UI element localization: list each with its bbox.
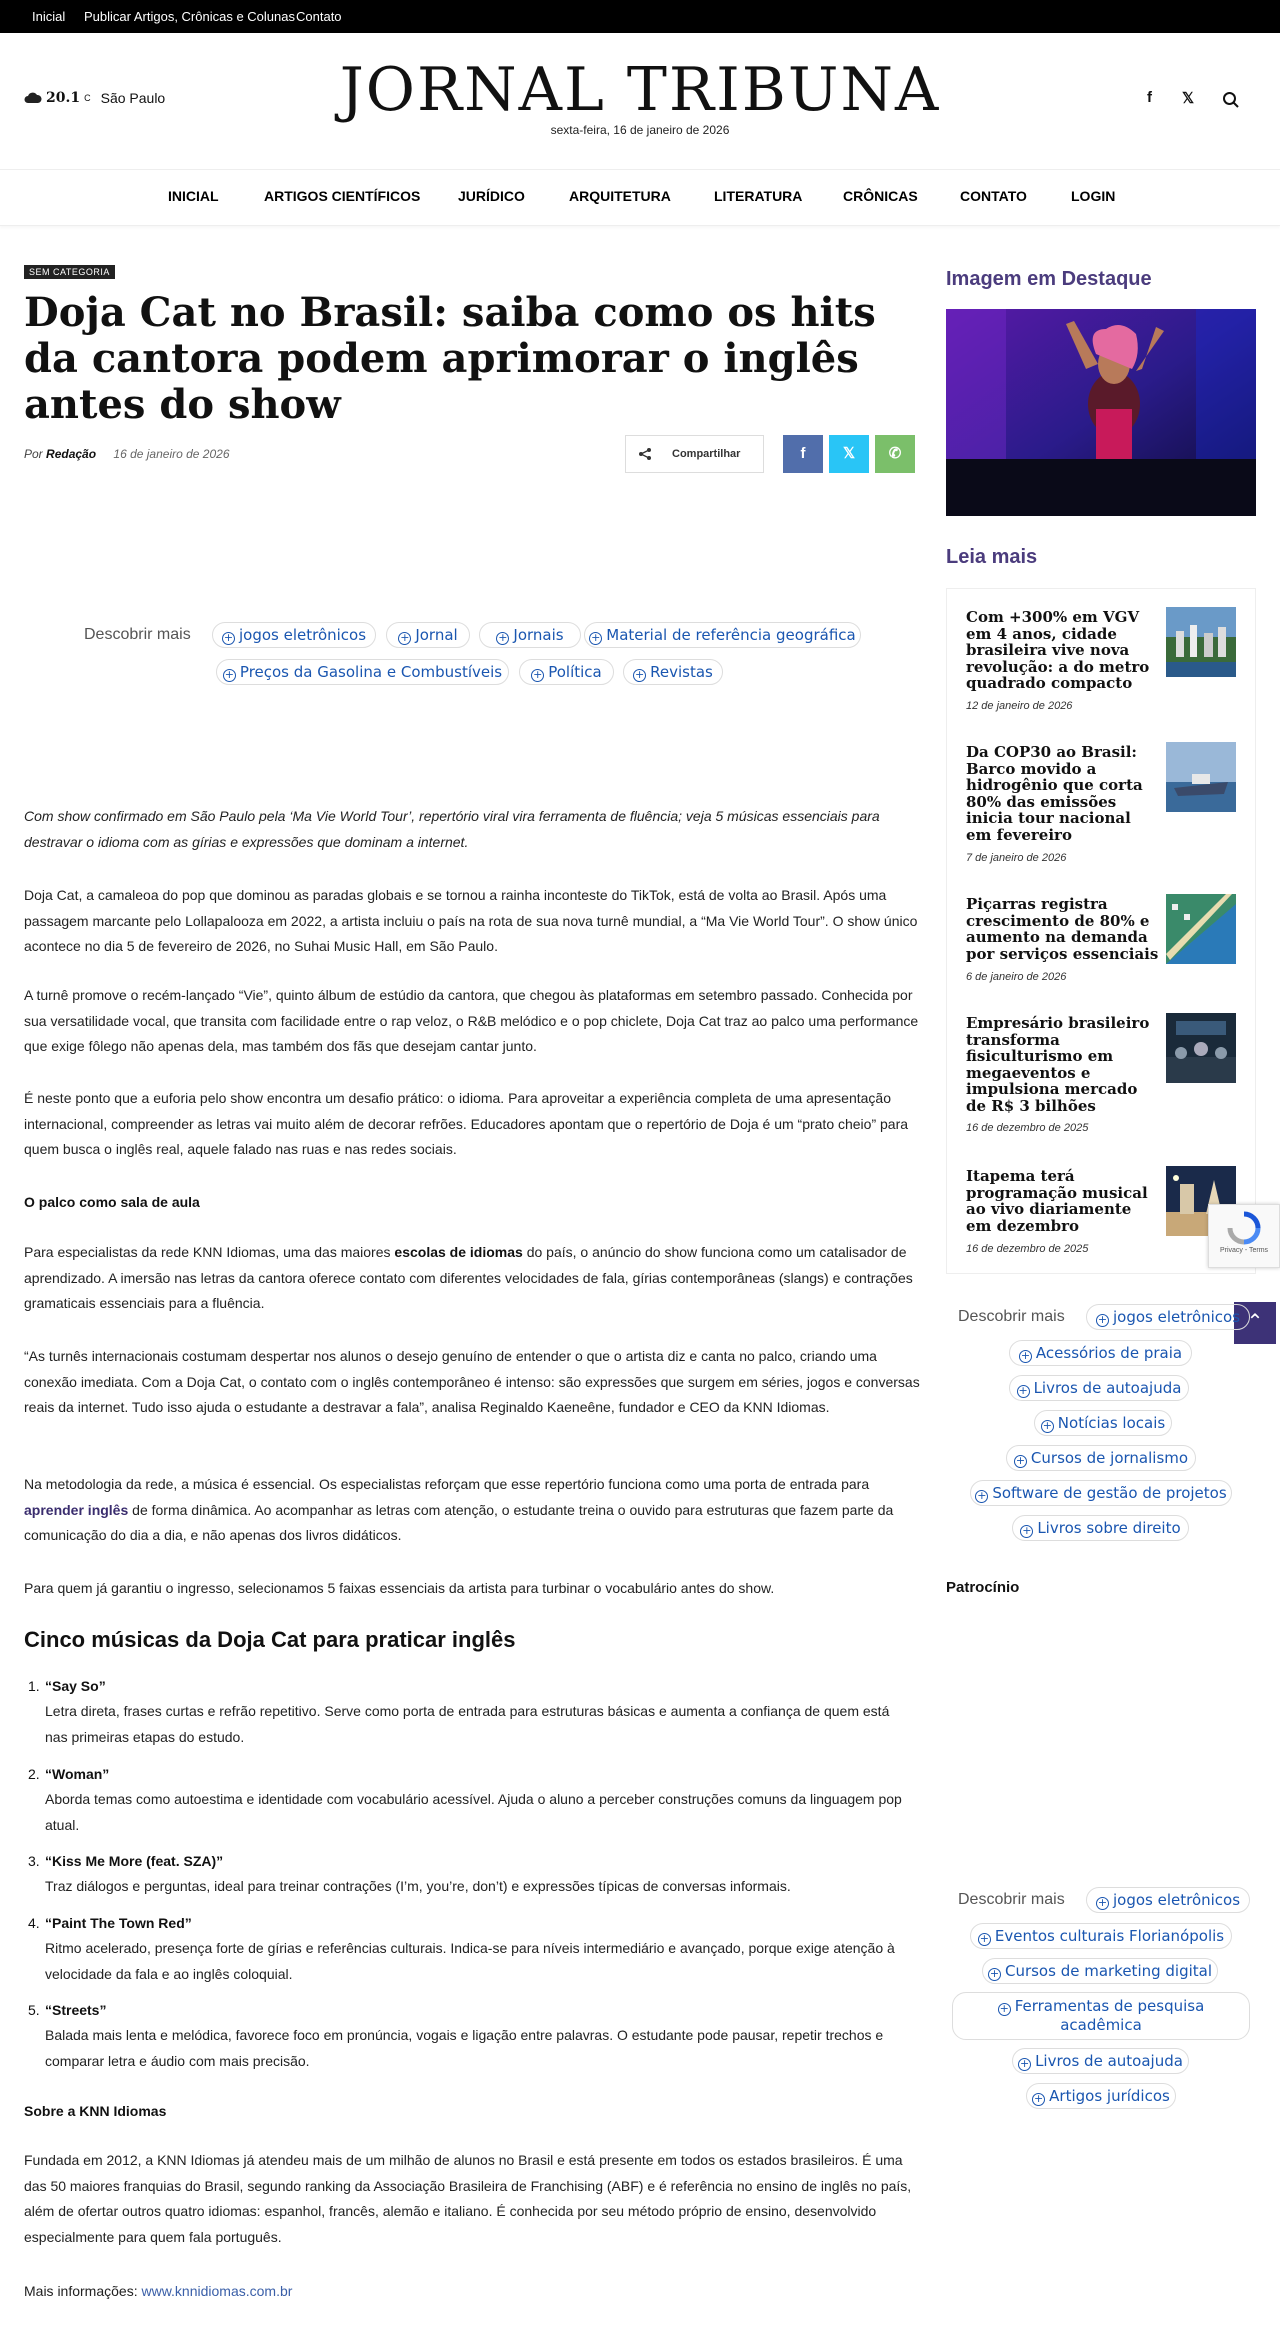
article-paragraph: Na metodologia da rede, a música é essencial. Os especialistas reforçam que esse repertório funciona como uma porta de entrada para aprender inglês de forma dinâmica. Ao acompanhar as letras com atenção, o estudante treina o ouvido para estruturas que fazem parte da comunicação do dia a dia, e não apenas dos livros didáticos. (24, 1476, 894, 1543)
topbar-link-publicar[interactable]: Publicar Artigos, Crônicas e Colunas (84, 9, 295, 24)
song-description: Letra direta, frases curtas e refrão repetitivo. Serve como porta de entrada para estruturas básicas e aumenta a confiança de quem está nas primeiras etapas do estudo. (45, 1703, 890, 1745)
discover-chip[interactable]: + Preços da Gasolina e Combustíveis (216, 659, 509, 685)
featured-heading: Imagem em Destaque (946, 268, 1152, 290)
discover-chip[interactable]: + jogos eletrônicos (1086, 1887, 1250, 1913)
article-paragraph: A turnê promove o recém-lançado “Vie”, quinto álbum de estúdio da cantora, que chegou às plataformas em setembro passado. Conhecida por sua versatilidade vocal, que transita com facilidade entre o rap veloz, o R&B melódico e o pop chiclete, Doja Cat traz ao palco uma performance que exige fôlego não apenas dela, mas também dos fãs que desejam cantar junto. (24, 987, 919, 1054)
link-aprender-ingles[interactable]: aprender inglês (24, 1501, 129, 1518)
article-paragraph: Para quem já garantiu o ingresso, selecionamos 5 faixas essenciais da artista para turbinar o vocabulário antes do show. (24, 1580, 775, 1596)
list-number: 5. (28, 2002, 40, 2018)
link-escolas-idiomas[interactable]: escolas de idiomas (394, 1244, 523, 1260)
header-date: sexta-feira, 16 de janeiro de 2026 (550, 123, 730, 137)
related-article-thumbnail[interactable] (1166, 607, 1236, 677)
nav-contato[interactable]: CONTATO (960, 188, 1027, 204)
discover-chip[interactable]: + Livros sobre direito (1012, 1515, 1189, 1541)
song-title: “Paint The Town Red” (45, 1915, 192, 1931)
article-date: 16 de janeiro de 2026 (113, 447, 230, 461)
related-article-thumbnail[interactable] (1166, 742, 1236, 812)
nav-literatura[interactable]: LITERATURA (714, 188, 803, 204)
song-description: Ritmo acelerado, presença forte de gírias e referências culturais. Indica-se para níveis intermediário e avançado, porque exige atenção à velocidade da fala e ao inglês coloquial. (45, 1940, 895, 1982)
by-label: Por (24, 447, 43, 461)
subheading: O palco como sala de aula (24, 1194, 200, 1210)
leia-mais-heading: Leia mais (946, 546, 1038, 568)
discover-chip[interactable]: + Jornais (479, 622, 581, 648)
share-icon (638, 447, 652, 461)
article-paragraph: “As turnês internacionais costumam despertar nos alunos o desejo genuíno de entender o que o artista diz e canta no palco, criando uma conexão imediata. Com a Doja Cat, o contato com o inglês contemporâneo é intenso: são expressões que surgem em séries, jogos e conversas reais da internet. Tudo isso ajuda o estudante a destravar a fala”, analisa Reginaldo Kaeneêne, fundador e CEO da KNN Idiomas. (24, 1348, 920, 1415)
discover-chip[interactable]: + jogos eletrônicos (212, 622, 376, 648)
discover-chip[interactable]: + Software de gestão de projetos (970, 1480, 1232, 1506)
nav-juridico[interactable]: JURÍDICO (458, 188, 525, 204)
nav-cronicas[interactable]: CRÔNICAS (843, 188, 918, 204)
song-title: “Streets” (45, 2002, 107, 2018)
related-article-thumbnail[interactable] (1166, 1013, 1236, 1083)
discover-chip[interactable]: + Acessórios de praia (1009, 1340, 1192, 1366)
nav-artigos[interactable]: ARTIGOS CIENTÍFICOS (264, 188, 421, 204)
nav-login[interactable]: LOGIN (1071, 188, 1116, 204)
x-icon[interactable]: 𝕏 (1182, 90, 1195, 107)
list-number: 3. (28, 1853, 40, 1869)
recaptcha-badge[interactable] (1208, 1204, 1280, 1268)
more-info: Mais informações: www.knnidiomas.com.br (24, 2283, 293, 2299)
related-article-title[interactable]: Com +300% em VGV em 4 anos, cidade brasileira vive nova revolução: a do metro quadrado compacto (966, 608, 1150, 692)
related-article-title[interactable]: Piçarras registra crescimento de 80% e aumento na demanda por serviços essenciais (966, 895, 1159, 963)
recaptcha-icon (1227, 1211, 1261, 1245)
discover-chip[interactable]: + Cursos de marketing digital (982, 1958, 1218, 1984)
main-nav (0, 169, 1280, 226)
related-article-date: 16 de dezembro de 2025 (966, 1122, 1089, 1134)
discover-chip[interactable]: + Cursos de jornalismo (1006, 1445, 1196, 1471)
article-paragraph: Fundada em 2012, a KNN Idiomas já atendeu mais de um milhão de alunos no Brasil e está presente em todos os estados brasileiros. É uma das 50 maiores franquias do Brasil, segundo ranking da Associação Brasileira de Franchising (ABF) e é referência no ensino de inglês no país, além de ofertar outros quatro idiomas: espanhol, francês, alemão e italiano. É conhecida por seu método próprio de ensino, desenvolvido especialmente para quem fala português. (24, 2152, 912, 2245)
share-button[interactable] (625, 435, 764, 473)
weather-city: São Paulo (100, 90, 166, 106)
song-title: “Kiss Me More (feat. SZA)” (45, 1853, 224, 1869)
related-article-date: 12 de janeiro de 2026 (966, 700, 1073, 712)
nav-arquitetura[interactable]: ARQUITETURA (569, 188, 671, 204)
discover-chip[interactable]: + Notícias locais (1034, 1410, 1172, 1436)
related-article-title[interactable]: Itapema terá programação musical ao vivo diariamente em dezembro (966, 1167, 1148, 1235)
featured-image[interactable] (946, 309, 1256, 516)
related-article-date: 7 de janeiro de 2026 (966, 852, 1067, 864)
related-article-date: 16 de dezembro de 2025 (966, 1243, 1089, 1255)
article-paragraph: Para especialistas da rede KNN Idiomas, uma das maiores escolas de idiomas do país, o anúncio do show funciona como um catalisador de aprendizado. A imersão nas letras da cantora oferece contato com diferentes velocidades de fala, gírias contemporâneas (slangs) e contrações gramaticais essenciais para a fluência. (24, 1244, 913, 1311)
discover-chip[interactable]: + Livros de autoajuda (1012, 2048, 1189, 2074)
recaptcha-text[interactable]: Privacy - Terms (1219, 1247, 1269, 1254)
share-whatsapp-button[interactable]: ✆ (875, 435, 915, 473)
song-title: “Say So” (45, 1678, 106, 1694)
related-article-title[interactable]: Empresário brasileiro transforma fisiculturismo em megaeventos e impulsiona mercado de R$ 3 bilhões (966, 1014, 1150, 1115)
discover-chip[interactable]: + Ferramentas de pesquisa acadêmica (952, 1992, 1250, 2040)
discover-chip[interactable]: + Artigos jurídicos (1026, 2083, 1176, 2109)
discover-chip[interactable]: + Livros de autoajuda (1009, 1375, 1189, 1401)
article-lead: Com show confirmado em São Paulo pela ‘Ma Vie World Tour’, repertório viral vira ferramenta de fluência; veja 5 músicas essenciais para destravar o idioma com as gírias e expressões que dominam a internet. (24, 808, 880, 850)
share-facebook-button[interactable]: f (783, 435, 823, 473)
discover-chip[interactable]: + Revistas (623, 659, 723, 685)
song-description: Aborda temas como autoestima e identidade com vocabulário acessível. Ajuda o aluno a perceber construções comuns da linguagem pop atual. (45, 1791, 902, 1833)
discover-chip[interactable]: + Jornal (386, 622, 470, 648)
weather-unit: C (84, 93, 91, 103)
discover-label: Descobrir mais (958, 1308, 1065, 1325)
discover-chip[interactable]: + Material de referência geográfica (584, 622, 861, 648)
song-description: Traz diálogos e perguntas, ideal para treinar contrações (I’m, you’re, don’t) e expressões típicas de conversas informais. (45, 1878, 791, 1894)
article-title: Doja Cat no Brasil: saiba como os hits da cantora podem aprimorar o inglês antes do show (24, 289, 876, 428)
subheading: Sobre a KNN Idiomas (24, 2103, 167, 2119)
author-link[interactable]: Redação (46, 447, 97, 461)
topbar-link-inicial[interactable]: Inicial (32, 9, 66, 24)
song-description: Balada mais lenta e melódica, favorece foco em pronúncia, vogais e ligação entre palavras. O estudante pode pausar, repetir trechos e comparar letra e áudio com mais precisão. (45, 2027, 884, 2069)
song-title: “Woman” (45, 1766, 110, 1782)
share-x-button[interactable]: 𝕏 (829, 435, 869, 473)
site-header (0, 33, 1280, 169)
sponsorship-heading: Patrocínio (946, 1579, 1020, 1596)
related-article-thumbnail[interactable] (1166, 894, 1236, 964)
section-heading: Cinco músicas da Doja Cat para praticar inglês (24, 1627, 516, 1652)
topbar-link-contato[interactable]: Contato (296, 9, 342, 24)
discover-label: Descobrir mais (958, 1891, 1065, 1908)
facebook-icon[interactable]: f (1147, 89, 1152, 106)
article-paragraph: Doja Cat, a camaleoa do pop que dominou as paradas globais e se tornou a rainha inconteste do TikTok, está de volta ao Brasil. Após uma passagem marcante pelo Lollapalooza em 2022, a artista incluiu o país na rota de sua nova turnê mundial, a “Ma Vie World Tour”. O show único acontece no dia 5 de fevereiro de 2026, no Suhai Music Hall, em São Paulo. (24, 887, 918, 954)
knn-website-link[interactable]: www.knnidiomas.com.br (141, 2283, 293, 2299)
site-logo[interactable]: JORNAL TRIBUNA (339, 55, 941, 125)
nav-inicial[interactable]: INICIAL (168, 188, 219, 204)
chevron-up-icon: ⌃ (1246, 1311, 1264, 1333)
weather-temp: 20.1 (46, 90, 81, 106)
list-number: 4. (28, 1915, 40, 1931)
top-bar (0, 0, 1280, 33)
discover-chip[interactable]: + Política (519, 659, 614, 685)
discover-label: Descobrir mais (84, 626, 191, 643)
related-article-date: 6 de janeiro de 2026 (966, 971, 1067, 983)
list-number: 1. (28, 1678, 40, 1694)
search-icon[interactable] (1222, 91, 1240, 109)
discover-chip[interactable]: + Eventos culturais Florianópolis (970, 1923, 1232, 1949)
list-number: 2. (28, 1766, 40, 1782)
byline (24, 447, 230, 461)
category-badge[interactable]: SEM CATEGORIA (24, 265, 115, 279)
share-label: Compartilhar (672, 448, 741, 460)
article-paragraph: É neste ponto que a euforia pelo show encontra um desafio prático: o idioma. Para aproveitar a experiência completa de uma apresentação internacional, compreender as letras vai muito além de decorar refrões. Educadores apontam que o repertório de Doja é um “prato cheio” para quem busca o inglês real, aquele falado nas ruas e nas redes sociais. (24, 1090, 909, 1157)
related-article-title[interactable]: Da COP30 ao Brasil: Barco movido a hidrogênio que corta 80% das emissões inicia tour nacional em fevereiro (966, 743, 1143, 844)
discover-chip[interactable]: + jogos eletrônicos (1086, 1304, 1250, 1330)
